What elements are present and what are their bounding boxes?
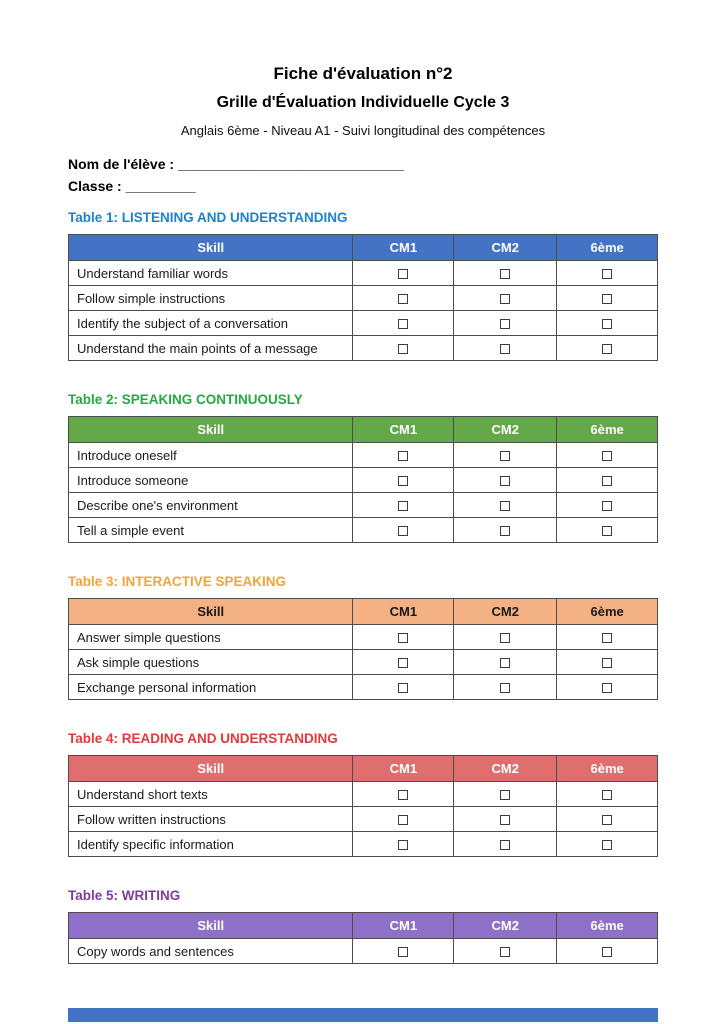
table-header-row: [69, 235, 658, 261]
document-header: [68, 64, 658, 138]
checkbox-empty-icon[interactable]: [398, 344, 408, 354]
table-row: [69, 939, 658, 964]
table-row: [69, 311, 658, 336]
checkbox-empty-icon[interactable]: [602, 815, 612, 825]
checkbox-empty-icon[interactable]: [602, 947, 612, 957]
mark-cell: [353, 261, 454, 286]
class-field: [68, 175, 658, 197]
next-table-header-partial: [68, 1008, 658, 1022]
column-header-6ème: 6ème: [557, 913, 658, 939]
checkbox-empty-icon[interactable]: [500, 451, 510, 461]
column-header-cm1: CM1: [353, 417, 454, 443]
table-row: [69, 832, 658, 857]
checkbox-empty-icon[interactable]: [398, 476, 408, 486]
mark-cell: [454, 675, 557, 700]
column-header-cm2: CM2: [454, 599, 557, 625]
mark-cell: [557, 625, 658, 650]
mark-cell: [353, 939, 454, 964]
column-header-skill: Skill: [69, 913, 353, 939]
class-blank: _________: [125, 178, 196, 194]
skill-table-block-3: [68, 574, 658, 700]
skill-cell: Understand familiar words: [69, 261, 353, 286]
table-row: [69, 807, 658, 832]
column-header-6ème: 6ème: [557, 756, 658, 782]
mark-cell: [353, 336, 454, 361]
column-header-cm2: CM2: [454, 417, 557, 443]
skill-cell: Tell a simple event: [69, 518, 353, 543]
checkbox-empty-icon[interactable]: [398, 840, 408, 850]
skill-cell: Exchange personal information: [69, 675, 353, 700]
mark-cell: [557, 443, 658, 468]
mark-cell: [557, 939, 658, 964]
table-header-row: [69, 756, 658, 782]
skill-table: [68, 234, 658, 361]
checkbox-empty-icon[interactable]: [398, 683, 408, 693]
checkbox-empty-icon[interactable]: [398, 815, 408, 825]
skill-table: [68, 598, 658, 700]
class-label: Classe :: [68, 178, 122, 194]
mark-cell: [557, 311, 658, 336]
mark-cell: [454, 336, 557, 361]
checkbox-empty-icon[interactable]: [500, 269, 510, 279]
mark-cell: [454, 807, 557, 832]
checkbox-empty-icon[interactable]: [500, 815, 510, 825]
mark-cell: [353, 493, 454, 518]
checkbox-empty-icon[interactable]: [602, 344, 612, 354]
table-header-row: [69, 913, 658, 939]
mark-cell: [557, 518, 658, 543]
mark-cell: [557, 468, 658, 493]
mark-cell: [454, 939, 557, 964]
column-header-cm1: CM1: [353, 913, 454, 939]
mark-cell: [454, 443, 557, 468]
table-row: [69, 782, 658, 807]
table-2-title: Table 2: SPEAKING CONTINUOUSLY: [68, 392, 303, 407]
checkbox-empty-icon[interactable]: [602, 526, 612, 536]
table-row: [69, 650, 658, 675]
mark-cell: [353, 625, 454, 650]
checkbox-empty-icon[interactable]: [398, 501, 408, 511]
skill-table-block-4: [68, 731, 658, 857]
doc-title: Fiche d'évaluation n°2: [273, 64, 453, 83]
skill-table: [68, 755, 658, 857]
skill-cell: Identify specific information: [69, 832, 353, 857]
checkbox-empty-icon[interactable]: [398, 319, 408, 329]
table-5-title: Table 5: WRITING: [68, 888, 181, 903]
checkbox-empty-icon[interactable]: [398, 269, 408, 279]
table-1-title: Table 1: LISTENING AND UNDERSTANDING: [68, 210, 348, 225]
checkbox-empty-icon[interactable]: [398, 947, 408, 957]
student-name-blank: _____________________________: [177, 156, 404, 172]
skill-cell: Understand the main points of a message: [69, 336, 353, 361]
skill-cell: Introduce someone: [69, 468, 353, 493]
checkbox-empty-icon[interactable]: [500, 633, 510, 643]
mark-cell: [454, 625, 557, 650]
mark-cell: [454, 261, 557, 286]
table-row: [69, 286, 658, 311]
column-header-cm1: CM1: [353, 756, 454, 782]
mark-cell: [353, 832, 454, 857]
checkbox-empty-icon[interactable]: [602, 501, 612, 511]
mark-cell: [557, 261, 658, 286]
mark-cell: [353, 782, 454, 807]
checkbox-empty-icon[interactable]: [398, 658, 408, 668]
checkbox-empty-icon[interactable]: [398, 294, 408, 304]
checkbox-empty-icon[interactable]: [398, 633, 408, 643]
skill-cell: Ask simple questions: [69, 650, 353, 675]
doc-subtitle: Grille d'Évaluation Individuelle Cycle 3: [216, 94, 510, 111]
mark-cell: [353, 807, 454, 832]
skill-cell: Follow simple instructions: [69, 286, 353, 311]
skill-table-block-5: [68, 888, 658, 964]
mark-cell: [454, 286, 557, 311]
checkbox-empty-icon[interactable]: [602, 451, 612, 461]
column-header-cm2: CM2: [454, 756, 557, 782]
column-header-6ème: 6ème: [557, 417, 658, 443]
mark-cell: [557, 650, 658, 675]
column-header-cm2: CM2: [454, 235, 557, 261]
checkbox-empty-icon[interactable]: [500, 658, 510, 668]
column-header-6ème: 6ème: [557, 599, 658, 625]
skill-cell: Understand short texts: [69, 782, 353, 807]
mark-cell: [454, 782, 557, 807]
mark-cell: [353, 311, 454, 336]
mark-cell: [557, 675, 658, 700]
checkbox-empty-icon[interactable]: [500, 294, 510, 304]
column-header-cm1: CM1: [353, 235, 454, 261]
skill-cell: Follow written instructions: [69, 807, 353, 832]
checkbox-empty-icon[interactable]: [602, 790, 612, 800]
table-row: [69, 443, 658, 468]
mark-cell: [454, 468, 557, 493]
mark-cell: [454, 493, 557, 518]
checkbox-empty-icon[interactable]: [500, 947, 510, 957]
table-row: [69, 468, 658, 493]
tables-container: [68, 210, 658, 964]
checkbox-empty-icon[interactable]: [500, 790, 510, 800]
checkbox-empty-icon[interactable]: [500, 319, 510, 329]
skill-table-block-1: [68, 210, 658, 361]
mark-cell: [353, 443, 454, 468]
checkbox-empty-icon[interactable]: [398, 790, 408, 800]
table-3-title: Table 3: INTERACTIVE SPEAKING: [68, 574, 287, 589]
checkbox-empty-icon[interactable]: [602, 294, 612, 304]
student-fields: [68, 153, 658, 197]
skill-table: [68, 416, 658, 543]
student-name-label: Nom de l'élève :: [68, 156, 175, 172]
column-header-cm2: CM2: [454, 913, 557, 939]
checkbox-empty-icon[interactable]: [602, 269, 612, 279]
checkbox-empty-icon[interactable]: [602, 633, 612, 643]
mark-cell: [454, 311, 557, 336]
skill-cell: Describe one's environment: [69, 493, 353, 518]
mark-cell: [353, 650, 454, 675]
mark-cell: [353, 468, 454, 493]
checkbox-empty-icon[interactable]: [398, 451, 408, 461]
checkbox-empty-icon[interactable]: [500, 344, 510, 354]
mark-cell: [454, 832, 557, 857]
column-header-6ème: 6ème: [557, 235, 658, 261]
table-row: [69, 675, 658, 700]
mark-cell: [353, 518, 454, 543]
checkbox-empty-icon[interactable]: [602, 840, 612, 850]
skill-cell: Identify the subject of a conversation: [69, 311, 353, 336]
table-row: [69, 493, 658, 518]
checkbox-empty-icon[interactable]: [398, 526, 408, 536]
mark-cell: [557, 286, 658, 311]
table-row: [69, 336, 658, 361]
checkbox-empty-icon[interactable]: [500, 840, 510, 850]
checkbox-empty-icon[interactable]: [500, 526, 510, 536]
mark-cell: [353, 675, 454, 700]
checkbox-empty-icon[interactable]: [602, 476, 612, 486]
skill-cell: Answer simple questions: [69, 625, 353, 650]
skill-cell: Introduce oneself: [69, 443, 353, 468]
student-name-field: [68, 153, 658, 175]
skill-table-block-2: [68, 392, 658, 543]
column-header-skill: Skill: [69, 417, 353, 443]
mark-cell: [557, 336, 658, 361]
table-row: [69, 261, 658, 286]
checkbox-empty-icon[interactable]: [602, 658, 612, 668]
mark-cell: [557, 832, 658, 857]
mark-cell: [454, 518, 557, 543]
column-header-skill: Skill: [69, 756, 353, 782]
mark-cell: [353, 286, 454, 311]
column-header-cm1: CM1: [353, 599, 454, 625]
table-row: [69, 625, 658, 650]
checkbox-empty-icon[interactable]: [500, 501, 510, 511]
checkbox-empty-icon[interactable]: [500, 476, 510, 486]
table-4-title: Table 4: READING AND UNDERSTANDING: [68, 731, 338, 746]
checkbox-empty-icon[interactable]: [500, 683, 510, 693]
mark-cell: [557, 807, 658, 832]
checkbox-empty-icon[interactable]: [602, 683, 612, 693]
mark-cell: [557, 782, 658, 807]
column-header-skill: Skill: [69, 235, 353, 261]
skill-cell: Copy words and sentences: [69, 939, 353, 964]
skill-table: [68, 912, 658, 964]
table-header-row: [69, 599, 658, 625]
table-header-row: [69, 417, 658, 443]
table-row: [69, 518, 658, 543]
mark-cell: [557, 493, 658, 518]
doc-meta-line: Anglais 6ème - Niveau A1 - Suivi longitudinal des compétences: [180, 123, 546, 138]
checkbox-empty-icon[interactable]: [602, 319, 612, 329]
mark-cell: [454, 650, 557, 675]
column-header-skill: Skill: [69, 599, 353, 625]
